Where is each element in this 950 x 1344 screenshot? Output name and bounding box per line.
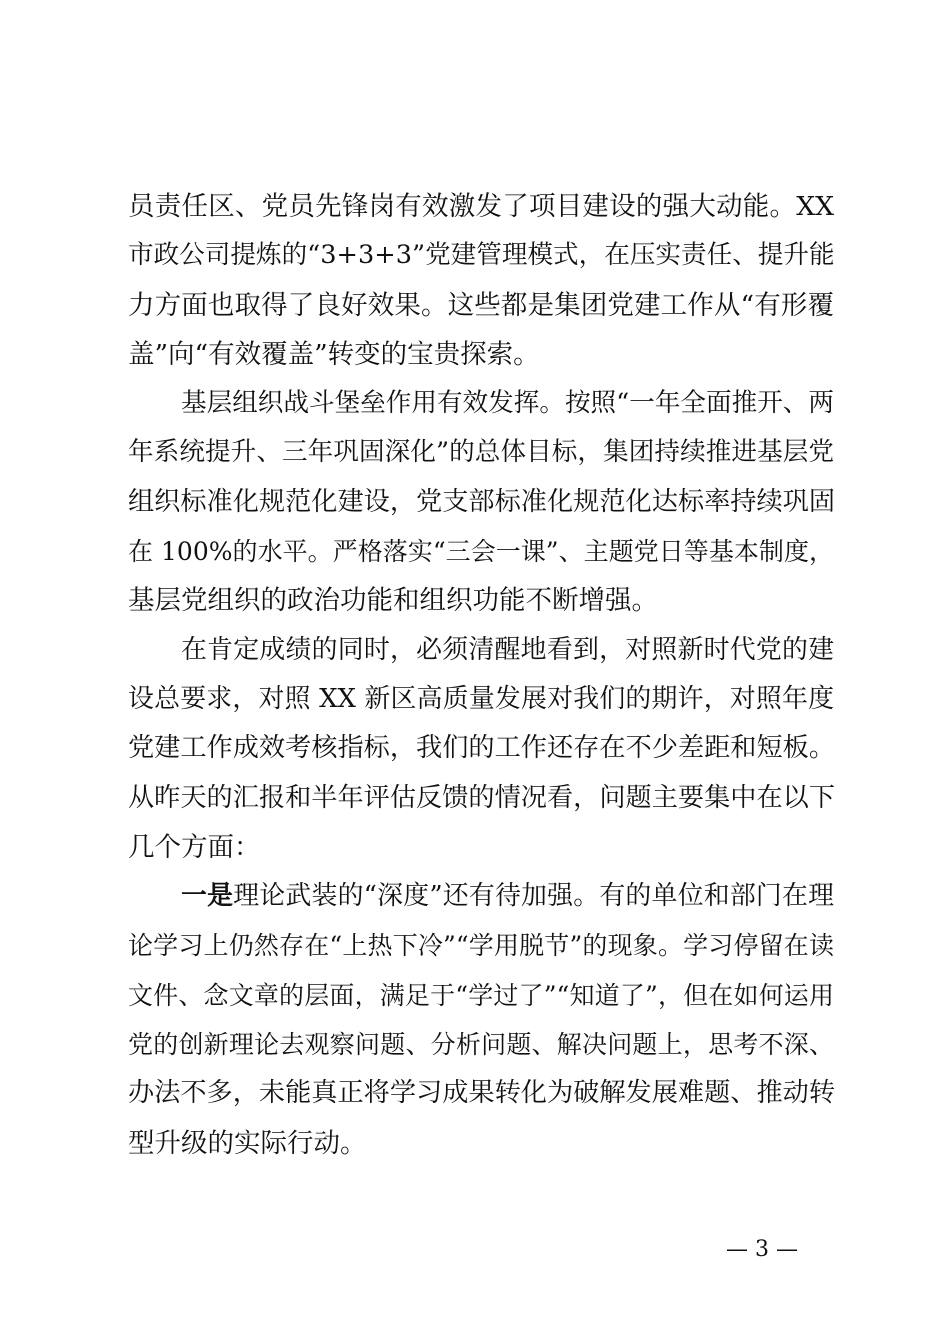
paragraph-4-line-2: 论学习上仍然存在“上热下冷”“学用脱节”的现象。学习停留在读 <box>128 931 834 961</box>
paragraph-4-line-1-text: 理论武装的“深度”还有待加强。有的单位和部门在理 <box>233 881 834 912</box>
paragraph-4-line-6: 型升级的实际行动。 <box>128 1127 367 1159</box>
body-text <box>128 182 834 1168</box>
paragraph-2-line-2: 年系统提升、三年巩固深化”的总体目标，集团持续推进基层党 <box>128 437 834 468</box>
page-number: — 3 — <box>726 1237 798 1262</box>
paragraph-4-line-1 <box>128 872 834 921</box>
paragraph-2-line-4: 在 100%的水平。严格落实“三会一课”、主题党日等基本制度， <box>128 537 834 567</box>
paragraph-4-lead: 一是 <box>181 881 234 912</box>
paragraph-1-line-2: 市政公司提炼的“3+3+3”党建管理模式，在压实责任、提升能 <box>128 240 835 271</box>
paragraph-3-line-4: 从昨天的汇报和半年评估反馈的情况看，问题主要集中在以下 <box>128 782 836 813</box>
paragraph-4-line-5: 办法不多，未能真正将学习成果转化为破解发展难题、推动转 <box>128 1078 836 1109</box>
paragraph-1-line-4: 盖”向“有效覆盖”转变的宝贵探索。 <box>128 338 540 370</box>
paragraph-1-line-1: 员责任区、党员先锋岗有效激发了项目建设的强大动能。XX <box>128 191 834 222</box>
paragraph-3-line-1: 在肯定成绩的同时，必须清醒地看到，对照新时代党的建 <box>181 634 834 665</box>
paragraph-2-line-1: 基层组织战斗堡垒作用有效发挥。按照“一年全面推开、两 <box>181 388 834 419</box>
paragraph-3-line-5: 几个方面： <box>128 831 261 863</box>
paragraph-1-line-3: 力方面也取得了良好效果。这些都是集团党建工作从“有形覆 <box>128 289 834 321</box>
paragraph-4-line-3: 文件、念文章的层面，满足于“学过了”“知道了”，但在如何运用 <box>128 980 834 1010</box>
paragraph-4-line-4: 党的创新理论去观察问题、分析问题、解决问题上，思考不深、 <box>128 1030 834 1060</box>
paragraph-3-line-3: 党建工作成效考核指标，我们的工作还存在不少差距和短板。 <box>128 733 836 764</box>
paragraph-3-line-2: 设总要求，对照 XX 新区高质量发展对我们的期许，对照年度 <box>128 683 834 714</box>
paragraph-2-line-5: 基层党组织的政治功能和组织功能不断增强。 <box>128 585 658 617</box>
paragraph-2-line-3: 组织标准化规范化建设，党支部标准化规范化达标率持续巩固 <box>128 486 836 517</box>
